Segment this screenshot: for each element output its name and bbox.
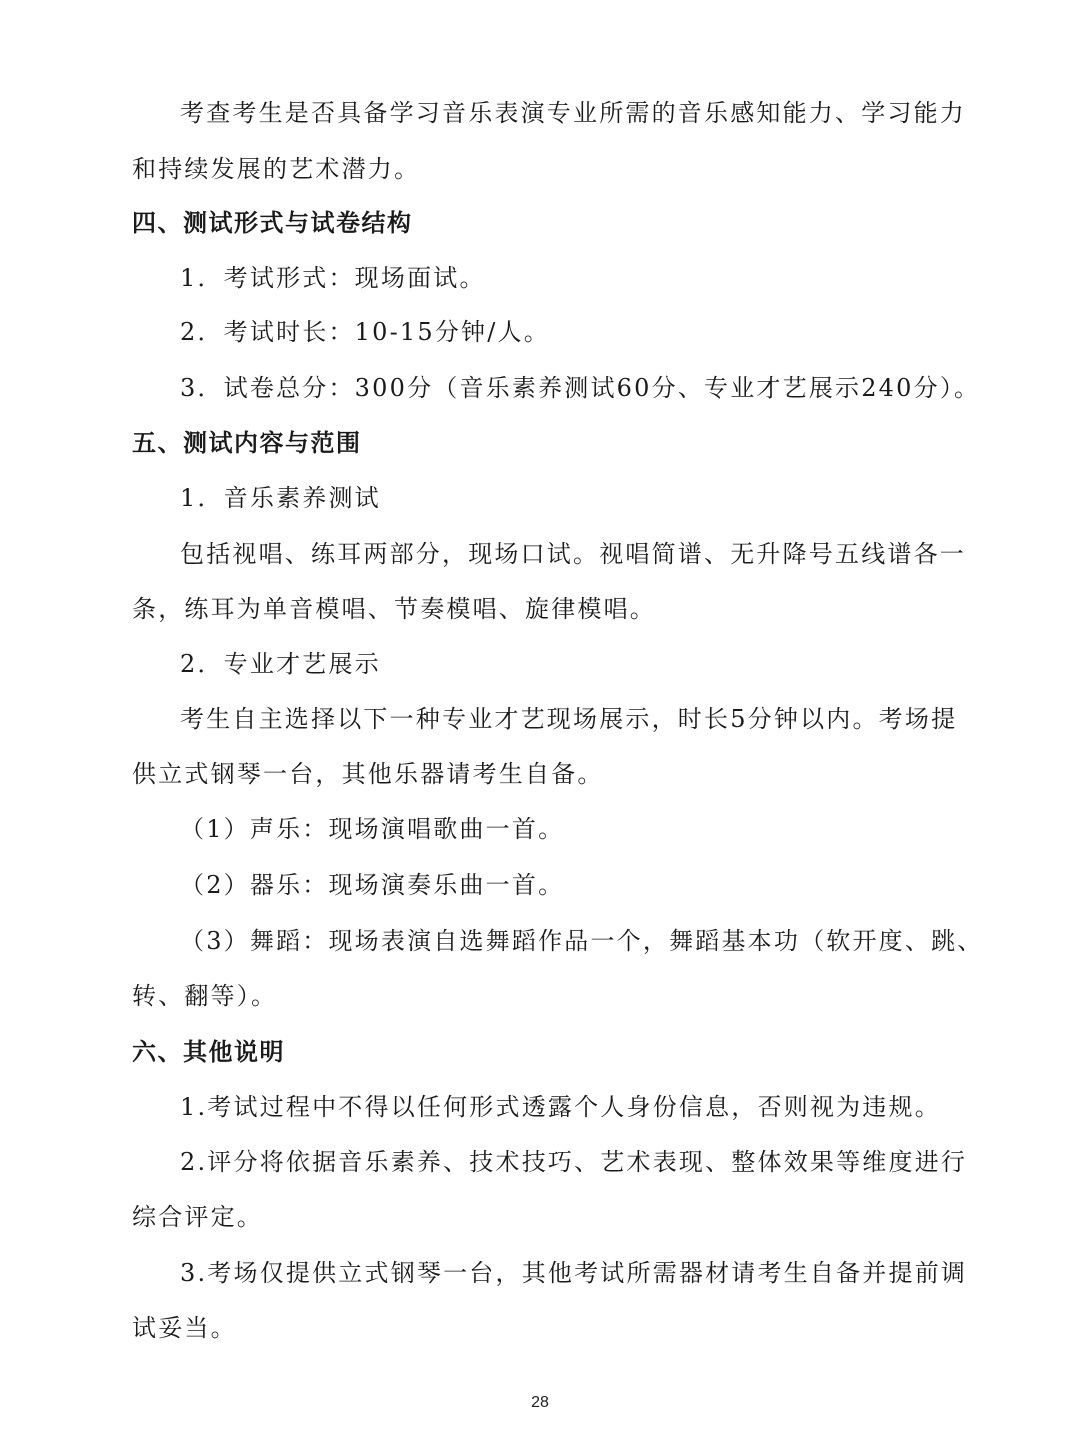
section-heading-4: 四、测试形式与试卷结构 bbox=[132, 209, 413, 237]
list-item: （1）声乐：现场演唱歌曲一首。 bbox=[180, 815, 565, 843]
paragraph-line: 综合评定。 bbox=[132, 1203, 263, 1231]
list-item: 3.考场仅提供立式钢琴一台，其他考试所需器材请考生自备并提前调 bbox=[180, 1259, 968, 1287]
paragraph-line: 条，练耳为单音模唱、节奏模唱、旋律模唱。 bbox=[132, 595, 656, 623]
sub-heading: 1．音乐素养测试 bbox=[180, 484, 381, 512]
paragraph-line: 包括视唱、练耳两部分，现场口试。视唱简谱、无升降号五线谱各一 bbox=[180, 540, 966, 568]
sub-heading: 2．专业才艺展示 bbox=[180, 650, 381, 678]
section-heading-5: 五、测试内容与范围 bbox=[132, 429, 362, 457]
list-item: 3．试卷总分：300分（音乐素养测试60分、专业才艺展示240分）。 bbox=[180, 374, 981, 402]
paragraph-line: 考查考生是否具备学习音乐表演专业所需的音乐感知能力、学习能力 bbox=[180, 99, 966, 127]
paragraph-line: 试妥当。 bbox=[132, 1314, 237, 1342]
paragraph-line: 转、翻等）。 bbox=[132, 982, 278, 1010]
list-item: 1.考试过程中不得以任何形式透露个人身份信息，否则视为违规。 bbox=[180, 1093, 941, 1121]
paragraph-line: 和持续发展的艺术潜力。 bbox=[132, 155, 421, 183]
page-number: 28 bbox=[531, 1394, 549, 1411]
paragraph-line: 供立式钢琴一台，其他乐器请考生自备。 bbox=[132, 760, 604, 788]
list-item: （2）器乐：现场演奏乐曲一首。 bbox=[180, 871, 565, 899]
list-item: 2.评分将依据音乐素养、技术技巧、艺术表现、整体效果等维度进行 bbox=[180, 1148, 968, 1176]
list-item: （3）舞蹈：现场表演自选舞蹈作品一个，舞蹈基本功（软开度、跳、 bbox=[180, 927, 984, 955]
paragraph-line: 考生自主选择以下一种专业才艺现场展示，时长5分钟以内。考场提 bbox=[180, 705, 958, 733]
list-item: 1．考试形式：现场面试。 bbox=[180, 264, 486, 292]
list-item: 2．考试时长：10-15分钟/人。 bbox=[180, 318, 550, 346]
section-heading-6: 六、其他说明 bbox=[132, 1038, 285, 1066]
